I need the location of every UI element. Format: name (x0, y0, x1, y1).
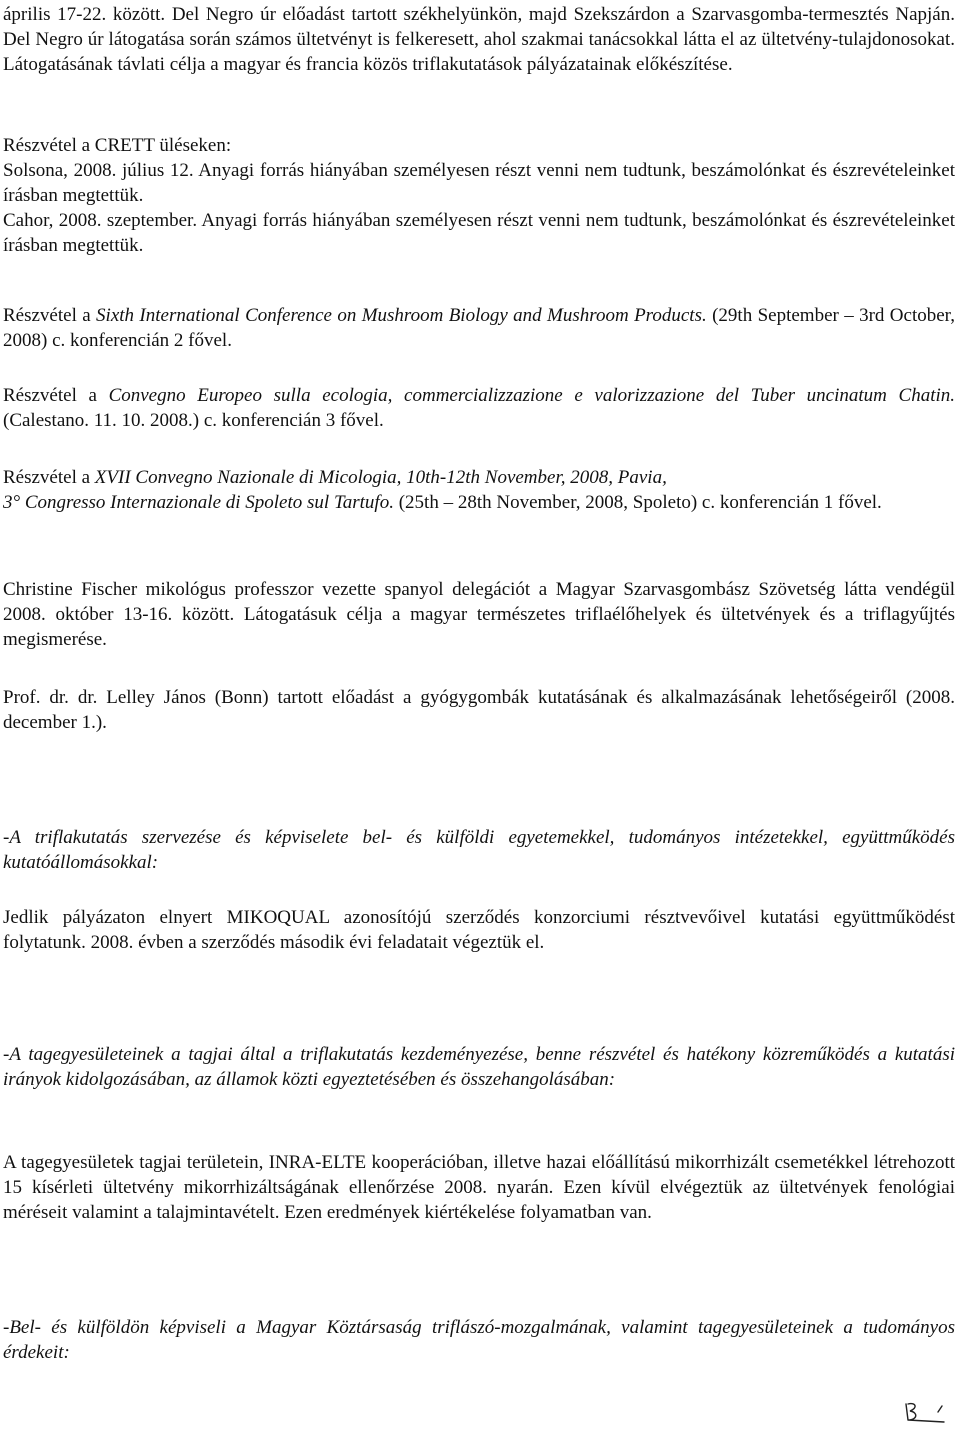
p5-conference-title-1: XVII Convegno Nazionale di Micologia, 10th-12th November, 2008, Pavia, (94, 467, 667, 488)
paragraph-convegno-europeo (3, 383, 955, 433)
p3-suffix: (29th September – 3rd October, 2008) c. konferencián 2 fővel. (3, 305, 955, 351)
paragraph-fischer-delegation: Christine Fischer mikológus professzor vezette spanyol delegációt a Magyar Szarvasgombász Szövetség látta vendégül 2008. október 13-16. között. Látogatásuk célja a magyar természetes triflaélőhelyek és ültetvények és a triflagyűjtés megismerése. (3, 579, 955, 650)
crett-solsona: Solsona, 2008. július 12. Anyagi forrás hiányában személyesen részt venni nem tudtunk, beszámolónkat és észrevételeinket írásban megtettük. (3, 160, 955, 206)
paragraph-micologia-spoleto (3, 465, 955, 515)
paragraph-plantation-checks: A tagegyesületek tagjai területein, INRA-ELTE kooperációban, illetve hazai előállítású mikorrhizált csemetékkel létrehozott 15 kísérleti ültetvény mikorrhizáltságának ellenőrzése 2008. nyarán. Ezen kívül elvégeztük az ültetvények fenológiai méréseit valamint a talajmintavételt. Ezen eredmények kiértékelése folyamatban van. (3, 1152, 955, 1223)
paragraph-lelley-lecture: Prof. dr. dr. Lelley János (Bonn) tartott előadást a gyógygombák kutatásának és alkalmazásának lehetőségeiről (2008. december 1.). (3, 687, 955, 733)
paragraph-del-negro-visit: április 17-22. között. Del Negro úr előadást tartott székhelyünkön, majd Szekszárdon a Szarvasgomba-termesztés Napján. Del Negro úr látogatása során számos ültetvényt is felkeresett, ahol szakmai tanácsokkal látta el az ültetvény-tulajdonosokat. Látogatásának távlati célja a magyar és francia közös triflakutatások pályázatainak előkészítése. (3, 4, 955, 75)
p5-prefix: Részvétel a (3, 467, 95, 488)
p4-prefix: Részvétel a (3, 385, 109, 406)
p4-conference-title: Convegno Europeo sulla ecologia, commercializzazione e valorizzazione del Tuber uncinatum Chatin. (108, 385, 955, 406)
heading-member-associations: -A tagegyesületeinek a tagjai által a triflakutatás kezdeményezése, benne részvétel és hatékony közreműködés a kutatási irányok kidolgozásában, az államok közti egyeztetésében és összehangolásában: (3, 1044, 955, 1090)
crett-section (3, 133, 955, 258)
p5-suffix: (25th – 28th November, 2008, Spoleto) c. konferencián 1 fővel. (393, 492, 882, 513)
paragraph-sixth-conference (3, 303, 955, 353)
p4-suffix: (Calestano. 11. 10. 2008.) c. konferencián 3 fővel. (3, 410, 384, 431)
p3-conference-title: Sixth International Conference on Mushroom Biology and Mushroom Products. (96, 305, 707, 326)
crett-cahor: Cahor, 2008. szeptember. Anyagi forrás hiányában személyesen részt venni nem tudtunk, beszámolónkat és észrevételeinket írásban megtettük. (3, 210, 955, 256)
paragraph-mikoqual: Jedlik pályázaton elnyert MIKOQUAL azonosítójú szerződés konzorciumi résztvevőivel kutatási együttműködést folytatunk. 2008. évben a szerződés második évi feladatait végeztük el. (3, 907, 955, 953)
heading-research-organisation: -A triflakutatás szervezése és képviselete bel- és külföldi egyetemekkel, tudományos intézetekkel, együttműködés kutatóállomásokkal: (3, 827, 955, 873)
crett-heading: Részvétel a CRETT üléseken: (3, 135, 232, 156)
heading-representation: -Bel- és külföldön képviseli a Magyar Köztársaság triflászó-mozgalmának, valamint tagegyesületeinek a tudományos érdekeit: (3, 1317, 955, 1363)
p3-prefix: Részvétel a (3, 305, 97, 326)
initials-signature-mark (900, 1398, 948, 1428)
p5-conference-title-2: 3° Congresso Internazionale di Spoleto sul Tartufo. (3, 492, 394, 513)
